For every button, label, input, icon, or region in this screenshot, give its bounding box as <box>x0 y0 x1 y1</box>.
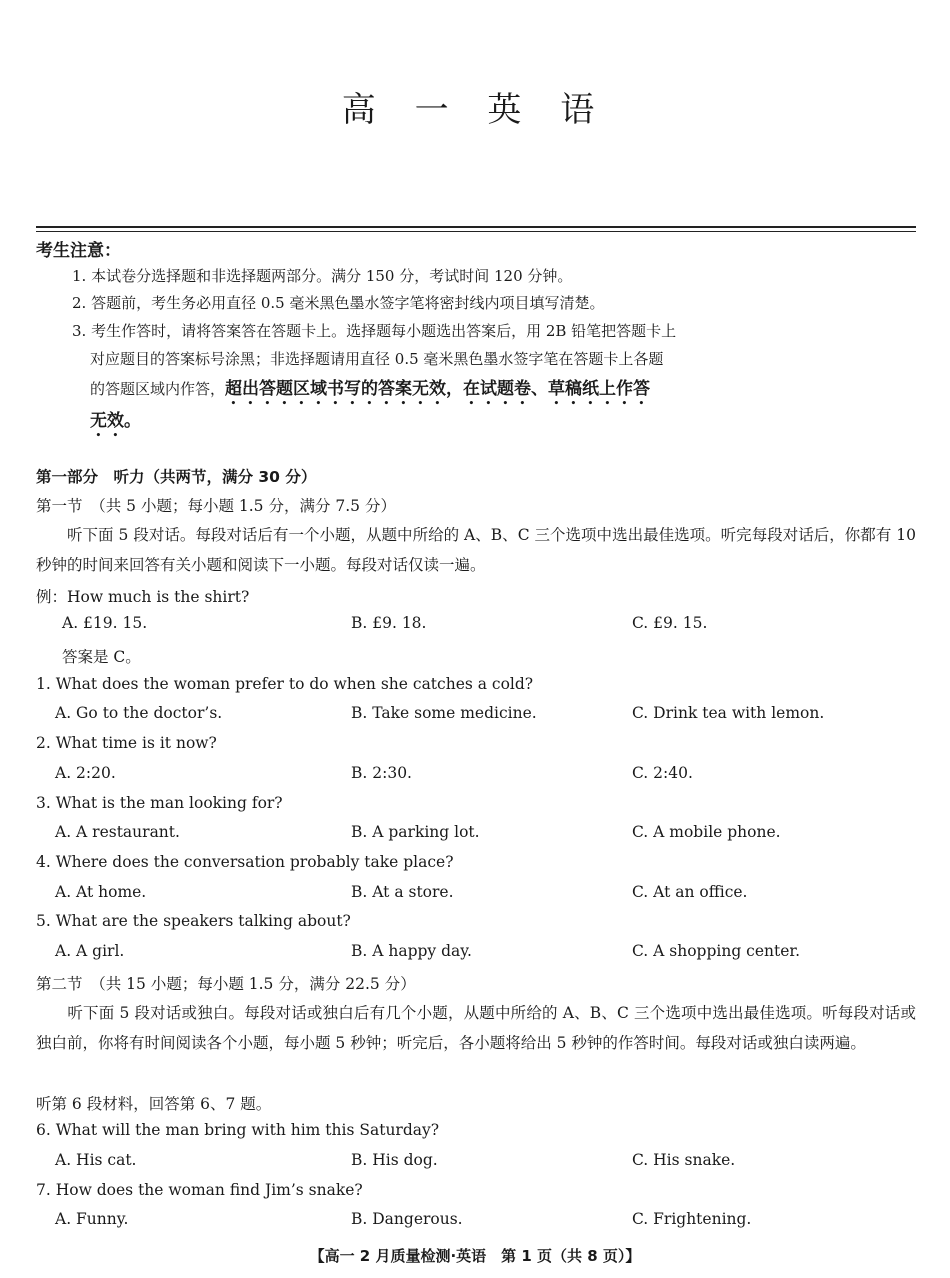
section2-heading: 第二节 （共 15 小题；每小题 1.5 分，满分 22.5 分） <box>36 975 416 993</box>
question-3-option-a: A. A restaurant. <box>55 823 180 841</box>
question-7-option-b: B. Dangerous. <box>351 1210 463 1228</box>
notice-heading: 考生注意： <box>36 241 121 261</box>
notice-warning-end: 无效。 <box>90 411 141 431</box>
header-rule-thin <box>36 231 916 232</box>
question-1: 1. What does the woman prefer to do when she catches a cold? <box>36 675 534 693</box>
section1-instructions: 听下面 5 段对话。每段对话后有一个小题，从题中所给的 A、B、C 三个选项中选出最佳选项。听完每段对话后，你都有 10 秒钟的时间来回答有关小题和阅读下一小题。每段对话仅读一遍。 <box>36 526 916 574</box>
question-2-option-c: C. 2:40. <box>632 764 693 782</box>
question-6-option-a: A. His cat. <box>55 1151 137 1169</box>
question-6: 6. What will the man bring with him this Saturday? <box>36 1121 440 1139</box>
notice-item-3-line-2: 对应题目的答案标号涂黑；非选择题请用直径 0.5 毫米黑色墨水签字笔在答题卡上各题 <box>90 350 664 368</box>
example-answer: 答案是 C。 <box>62 648 141 666</box>
question-3-option-c: C. A mobile phone. <box>632 823 781 841</box>
question-7-option-c: C. Frightening. <box>632 1210 752 1228</box>
page-footer: 【高一 2 月质量检测·英语 第 1 页（共 8 页）】 <box>309 1247 641 1265</box>
question-1-option-a: A. Go to the doctor’s. <box>55 704 223 722</box>
header-rule-thick <box>36 226 916 228</box>
question-7-option-a: A. Funny. <box>55 1210 129 1228</box>
example-option-c: C. £9. 15. <box>632 614 708 632</box>
question-2-option-b: B. 2:30. <box>351 764 412 782</box>
example-option-b: B. £9. 18. <box>351 614 427 632</box>
question-7: 7. How does the woman find Jim’s snake? <box>36 1181 363 1199</box>
notice-item-3: 3. 考生作答时，请将答案答在答题卡上。选择题每小题选出答案后，用 2B 铅笔把答题卡上 <box>72 322 677 340</box>
section1-heading: 第一节 （共 5 小题；每小题 1.5 分，满分 7.5 分） <box>36 497 396 515</box>
question-2-option-a: A. 2:20. <box>55 764 116 782</box>
notice-item-3-line-3-text: 的答题区域内作答， <box>90 380 226 398</box>
page-title: 高 一 英 语 <box>341 90 609 130</box>
question-4-option-a: A. At home. <box>55 883 147 901</box>
question-6-option-b: B. His dog. <box>351 1151 438 1169</box>
question-5-option-c: C. A shopping center. <box>632 942 801 960</box>
question-6-option-c: C. His snake. <box>632 1151 736 1169</box>
example-option-a: A. £19. 15. <box>62 614 148 632</box>
part1-heading: 第一部分 听力（共两节，满分 30 分） <box>36 468 317 486</box>
question-4: 4. Where does the conversation probably take place? <box>36 853 454 871</box>
question-5-option-b: B. A happy day. <box>351 942 472 960</box>
question-4-option-c: C. At an office. <box>632 883 748 901</box>
notice-item-2: 2. 答题前，考生务必用直径 0.5 毫米黑色墨水签字笔将密封线内项目填写清楚。 <box>72 294 605 312</box>
question-4-option-b: B. At a store. <box>351 883 454 901</box>
question-1-option-c: C. Drink tea with lemon. <box>632 704 825 722</box>
question-3: 3. What is the man looking for? <box>36 794 283 812</box>
question-5: 5. What are the speakers talking about? <box>36 912 351 930</box>
question-2: 2. What time is it now? <box>36 734 217 752</box>
notice-item-1: 1. 本试卷分选择题和非选择题两部分。满分 150 分，考试时间 120 分钟。 <box>72 267 573 285</box>
question-5-option-a: A. A girl. <box>55 942 125 960</box>
section2-instructions: 听下面 5 段对话或独白。每段对话或独白后有几个小题，从题中所给的 A、B、C 三个选项中选出最佳选项。听每段对话或独白前，你将有时间阅读各个小题，每小题 5 秒钟；听完后，各小题将给出 5 秒钟的作答时间。每段对话或独白读两遍。 <box>36 1004 916 1052</box>
notice-item-3-line-3 <box>90 374 650 409</box>
material-note: 听第 6 段材料，回答第 6、7 题。 <box>36 1095 272 1113</box>
question-1-option-b: B. Take some medicine. <box>351 704 537 722</box>
question-3-option-b: B. A parking lot. <box>351 823 480 841</box>
notice-warning-bold: 超出答题区域书写的答案无效，在试题卷、草稿纸上作答 <box>225 379 651 399</box>
example-question: 例：How much is the shirt? <box>36 588 250 606</box>
